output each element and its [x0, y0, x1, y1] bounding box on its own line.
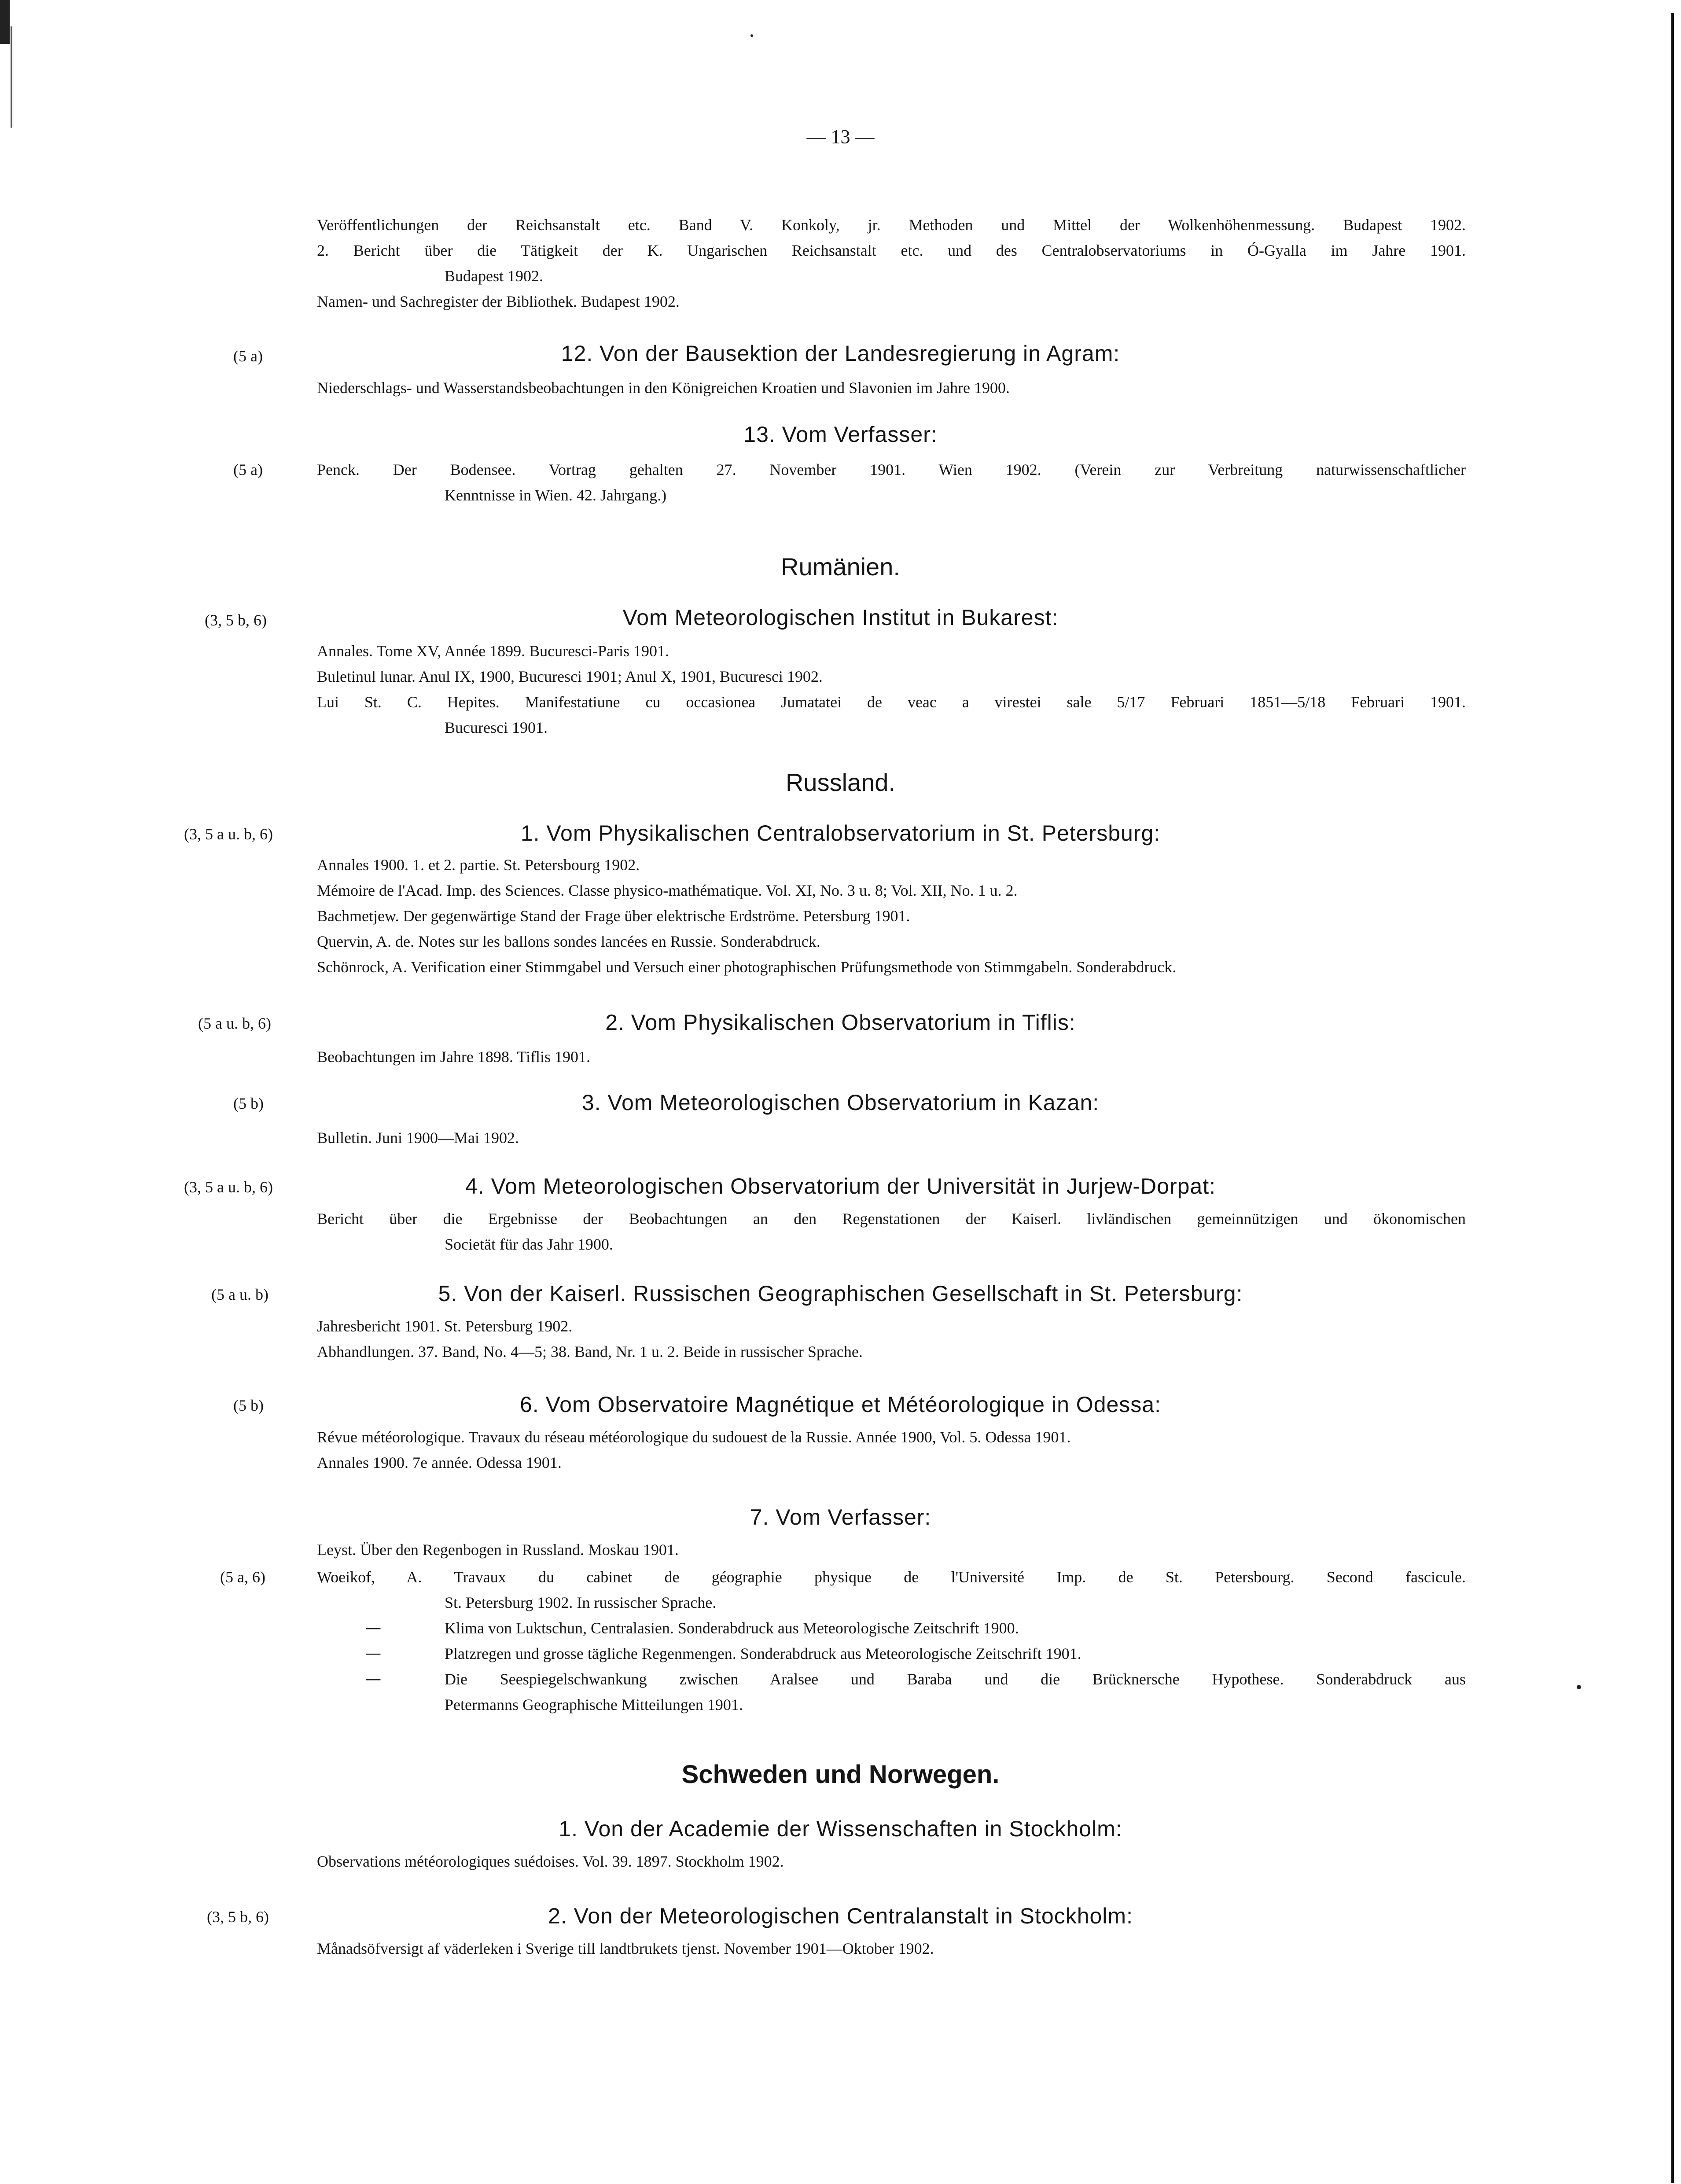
section-ref: (5 a)	[233, 461, 263, 478]
entry-line: Schönrock, A. Verification einer Stimmgabel und Versuch einer photographischen Prüfungsmethode von Stimmgabeln. Sonderabdruck.	[317, 958, 1177, 976]
entry-line: Quervin, A. de. Notes sur les ballons sondes lancées en Russie. Sonderabdruck.	[317, 933, 820, 950]
entry-line: Månadsöfversigt af väderleken i Sverige till landtbrukets tjenst. November 1901—Oktober 1902.	[317, 1940, 934, 1957]
entry-line: Kenntnisse in Wien. 42. Jahrgang.)	[445, 486, 667, 504]
section-heading: 6. Vom Observatoire Magnétique et Météorologique in Odessa:	[519, 1392, 1162, 1417]
entry-line: Beobachtungen im Jahre 1898. Tiflis 1901.	[317, 1048, 590, 1066]
ditto-dash: —	[365, 1670, 381, 1688]
section-ref: (5 a, 6)	[220, 1568, 265, 1586]
entry-line: Bulletin. Juni 1900—Mai 1902.	[317, 1129, 519, 1147]
scan-edge-left-streak	[11, 26, 12, 128]
entry-line: St. Petersburg 1902. In russischer Sprache.	[445, 1594, 717, 1611]
entry-line: Abhandlungen. 37. Band, No. 4—5; 38. Band, Nr. 1 u. 2. Beide in russischer Sprache.	[317, 1343, 863, 1360]
country-heading: Schweden und Norwegen.	[681, 1760, 1000, 1789]
entry-line: Buletinul lunar. Anul IX, 1900, Bucuresci 1901; Anul X, 1901, Bucuresci 1902.	[317, 668, 823, 685]
entry-line: Observations météorologiques suédoises. Vol. 39. 1897. Stockholm 1902.	[317, 1853, 784, 1870]
country-heading: Russland.	[785, 768, 896, 796]
entry-line: Mémoire de l'Acad. Imp. des Sciences. Classe physico-mathématique. Vol. XI, No. 3 u. 8; Vol. XII, No. 1 u. 2.	[317, 882, 1018, 899]
section-heading: 3. Vom Meteorologischen Observatorium in Kazan:	[581, 1090, 1100, 1115]
entry-line: Platzregen und grosse tägliche Regenmengen. Sonderabdruck aus Meteorologische Zeitschrift 1901.	[445, 1645, 1081, 1662]
intro-line: Budapest 1902.	[445, 267, 543, 285]
section-ref: (5 b)	[233, 1397, 264, 1414]
entry-line: Niederschlags- und Wasserstandsbeobachtungen in den Königreichen Kroatien und Slavonien im Jahre 1900.	[317, 379, 1010, 397]
entry-line: Klima von Luktschun, Centralasien. Sonderabdruck aus Meteorologische Zeitschrift 1900.	[445, 1619, 1019, 1637]
intro-line: 2. Bericht über die Tätigkeit der K. Ungarischen Reichsanstalt etc. und des Centralobservatoriums in Ó-Gyalla im Jahre 1901.	[317, 242, 1466, 259]
section-ref: (3, 5 b, 6)	[207, 1908, 269, 1926]
ditto-dash: —	[365, 1644, 381, 1662]
entry-line: Societät für das Jahr 1900.	[445, 1235, 613, 1253]
entry-line: Annales 1900. 7e année. Odessa 1901.	[317, 1454, 562, 1471]
section-ref: (3, 5 b, 6)	[205, 611, 267, 629]
section-ref: (5 a u. b)	[211, 1286, 269, 1303]
entry-line: Lui St. C. Hepites. Manifestatiune cu occasionea Jumatatei de veac a virestei sale 5/17 Februari 1851—5/18 Februari 1901.	[317, 693, 1466, 711]
section-ref: (3, 5 a u. b, 6)	[184, 1178, 273, 1196]
country-heading: Rumänien.	[781, 553, 900, 581]
entry-line: Bachmetjew. Der gegenwärtige Stand der Frage über elektrische Erdströme. Petersburg 1901.	[317, 907, 910, 925]
intro-line: Veröffentlichungen der Reichsanstalt etc. Band V. Konkoly, jr. Methoden und Mittel der Wolkenhöhenmessung. Budapest 1902.	[317, 216, 1466, 234]
scan-speck	[750, 34, 753, 37]
intro-line: Namen- und Sachregister der Bibliothek. Budapest 1902.	[317, 293, 680, 310]
section-heading: 2. Vom Physikalischen Observatorium in Tiflis:	[605, 1010, 1076, 1035]
section-ref: (5 a)	[233, 347, 263, 365]
section-heading: 1. Von der Academie der Wissenschaften in Stockholm:	[559, 1816, 1122, 1841]
ditto-dash: —	[365, 1619, 381, 1637]
entry-line: Penck. Der Bodensee. Vortrag gehalten 27. November 1901. Wien 1902. (Verein zur Verbreitung naturwissenschaftlicher	[317, 461, 1466, 478]
section-ref: (5 a u. b, 6)	[198, 1015, 271, 1032]
section-heading: 12. Von der Bausektion der Landesregierung in Agram:	[561, 341, 1120, 366]
entry-line: Die Seespiegelschwankung zwischen Aralsee und Baraba und die Brücknersche Hypothese. Sonderabdruck aus	[445, 1670, 1466, 1688]
entry-line: Leyst. Über den Regenbogen in Russland. Moskau 1901.	[317, 1541, 679, 1559]
scan-speck	[1577, 1685, 1581, 1689]
section-heading: 7. Vom Verfasser:	[750, 1505, 931, 1530]
entry-line: Bucuresci 1901.	[445, 719, 548, 736]
section-ref: (5 b)	[233, 1095, 264, 1112]
section-ref: (3, 5 a u. b, 6)	[184, 825, 273, 843]
entry-line: Révue météorologique. Travaux du réseau météorologique du sudouest de la Russie. Année 1900, Vol. 5. Odessa 1901.	[317, 1428, 1071, 1446]
entry-line: Woeikof, A. Travaux du cabinet de géographie physique de l'Université Imp. de St. Petersbourg. Second fascicule.	[317, 1568, 1466, 1586]
section-heading: Vom Meteorologischen Institut in Bukarest:	[622, 605, 1059, 630]
section-heading: 5. Von der Kaiserl. Russischen Geographischen Gesellschaft in St. Petersburg:	[438, 1281, 1243, 1306]
entry-line: Bericht über die Ergebnisse der Beobachtungen an den Regenstationen der Kaiserl. livländischen gemeinnützigen und ökonomischen	[317, 1210, 1466, 1228]
entry-line: Jahresbericht 1901. St. Petersburg 1902.	[317, 1317, 573, 1335]
entry-line: Petermanns Geographische Mitteilungen 1901.	[445, 1696, 743, 1713]
entry-line: Annales. Tome XV, Année 1899. Bucuresci-Paris 1901.	[317, 642, 669, 660]
section-heading: 4. Vom Meteorologischen Observatorium der Universität in Jurjew-Dorpat:	[465, 1174, 1216, 1199]
entry-line: Annales 1900. 1. et 2. partie. St. Petersbourg 1902.	[317, 856, 640, 874]
section-heading: 2. Von der Meteorologischen Centralanstalt in Stockholm:	[548, 1904, 1133, 1928]
section-heading: 13. Vom Verfasser:	[743, 422, 938, 447]
page-number: — 13 —	[806, 126, 875, 147]
section-heading: 1. Vom Physikalischen Centralobservatorium in St. Petersburg:	[520, 821, 1161, 846]
scan-edge-left	[0, 0, 10, 44]
